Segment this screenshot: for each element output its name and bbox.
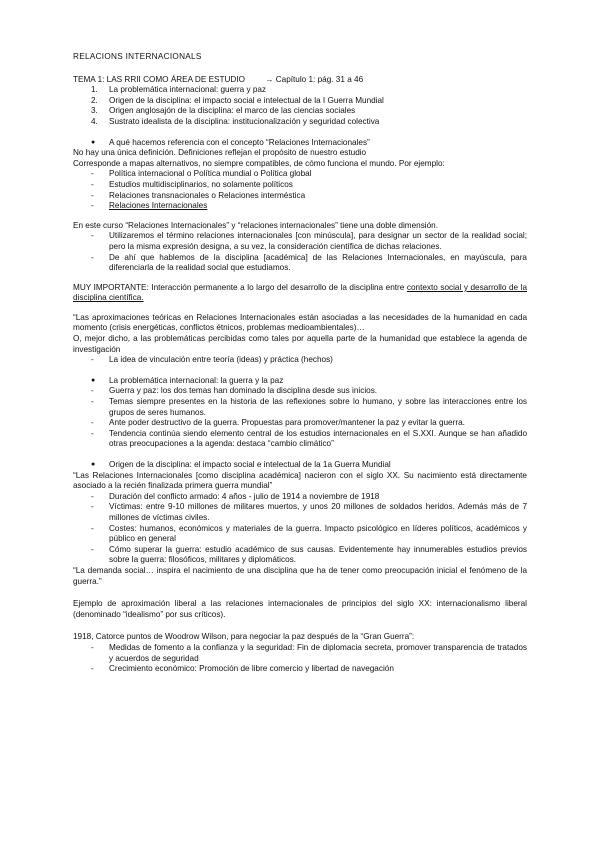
list-item [73, 169, 527, 180]
dimension-list [73, 231, 527, 273]
item-text: De ahí que hablemos de la disciplina [académica] de las Relaciones Internacionales, en mayúscula, para diferenciarla de la realidad social que estudiamos. [109, 252, 527, 273]
dash-icon: - [91, 664, 94, 674]
section-bullet [73, 460, 527, 471]
dash-icon: - [91, 491, 94, 501]
dash-icon: - [91, 201, 94, 211]
list-item [73, 191, 527, 202]
bullet-text: A qué hacemos referencia con el concepto “Relaciones Internacionales” [109, 137, 370, 147]
dash-icon: - [91, 544, 94, 554]
wilson-list [73, 643, 527, 675]
list-item [73, 355, 527, 366]
list-item [73, 231, 527, 252]
list-item [73, 429, 527, 450]
item-number: 4. [91, 116, 98, 126]
list-item [73, 502, 527, 523]
list-item [73, 643, 527, 664]
section-bullet [73, 376, 527, 387]
list-item [73, 117, 527, 128]
bullet-icon: ● [91, 376, 96, 384]
section-bullet [73, 138, 527, 149]
dash-icon: - [91, 386, 94, 396]
paragraph: 1918, Catorce puntos de Woodrow Wilson, para negociar la paz después de la “Gran Guerra”: [73, 632, 415, 642]
item-text: Origen anglosajón de la disciplina: el marco de las ciencias sociales [109, 106, 356, 116]
list-item [73, 664, 527, 675]
dash-icon: - [91, 523, 94, 533]
item-text: Cómo superar la guerra: estudio académico de sus causas. Evidentemente hay innumerables estudios previos sobre la guerra: filosóficos, militares y diplomáticos. [109, 544, 527, 565]
paragraph: Corresponde a mapas alternativos, no siempre compatibles, de cómo funciona el mundo. Por ejemplo: [73, 158, 445, 168]
paragraph: En este curso “Relaciones Internacionales” y “relaciones internacionales” tiene una doble dimensión. [73, 220, 439, 230]
quote: “La demanda social… inspira el nacimiento de una disciplina que ha de tener como preocupación inicial el fenómeno de la guerra.” [73, 565, 527, 586]
item-text: Sustrato idealista de la disciplina: institucionalización y seguridad colectiva [109, 116, 380, 126]
tema-reference: → Capítulo 1: pág. 31 a 46 [265, 74, 364, 84]
dash-icon: - [91, 397, 94, 407]
dash-icon: - [91, 642, 94, 652]
examples-list [73, 169, 527, 211]
quote: “Las aproximaciones teóricas en Relaciones Internacionales están asociadas a las necesidades de la humanidad en cada momento (crisis energéticas, conflictos étnicos, problemas medioambientales)… [73, 312, 527, 333]
item-text: Política internacional o Política mundial o Política global [109, 169, 312, 179]
list-item [73, 524, 527, 545]
war-peace-list [73, 386, 527, 450]
important-lead: MUY IMPORTANTE: Interacción permanente a lo largo del desarrollo de la disciplina entre [73, 282, 407, 292]
item-number: 1. [91, 85, 98, 95]
tema-heading [73, 75, 527, 86]
dash-icon: - [91, 428, 94, 438]
item-text: Estudios multidisciplinarios, no solamente políticos [109, 179, 293, 189]
idea-list [73, 355, 527, 366]
item-text: Guerra y paz: los dos temas han dominado la disciplina desde sus inicios. [109, 386, 378, 396]
list-item [73, 397, 527, 418]
bullet-icon: ● [91, 461, 96, 468]
list-item [73, 253, 527, 274]
dash-icon: - [91, 252, 94, 262]
tema-label: TEMA 1: LAS RRII COMO ÁREA DE ESTUDIO [73, 74, 245, 84]
item-text: Medidas de fomento a la confianza y la seguridad: Fin de diplomacia secreta, promover transparencia de tratados y acuerdos de seguridad [109, 642, 527, 663]
paragraph: Ejemplo de aproximación liberal a las relaciones internacionales de principios del siglo XX: internacionalismo liberal (denominado “idealismo” por sus críticos). [73, 599, 527, 619]
item-text: Utilizaremos el término relaciones internacionales [con minúscula], para designar un sector de la realidad social; pero la misma expresión designa, a su vez, la consideración científica de dichas relaciones. [109, 231, 527, 251]
bullet-icon: ● [91, 138, 96, 146]
list-item [73, 492, 527, 503]
quote: “Las Relaciones Internacionales [como disciplina académica] nacieron con el siglo XX. Su nacimiento está directamente asociado a la recién finalizada primera guerra mundial” [73, 470, 527, 491]
dash-icon: - [91, 418, 94, 428]
item-number: 2. [91, 95, 98, 105]
important-underlined: contexto social y desarrollo de la disciplina científica. [73, 282, 527, 303]
item-text: Origen de la disciplina: el impacto social e intelectual de la I Guerra Mundial [109, 95, 384, 105]
item-text: Duración del conflicto armado: 4 años - julio de 1914 a noviembre de 1918 [109, 491, 380, 501]
ww1-list [73, 492, 527, 566]
item-text: Costes: humanos, económicos y materiales de la guerra. Impacto psicológico en líderes políticos, académicos y público en general [109, 523, 527, 544]
item-text: Tendencia continúa siendo elemento central de los estudios internacionales en el S.XXI. Aunque se han añadido otras preocupaciones a la agenda: destaca “cambio climático” [109, 428, 527, 449]
bullet-text: La problemática internacional: la guerra y la paz [109, 375, 284, 385]
list-item [73, 85, 527, 96]
item-text: Temas siempre presentes en la historia de las reflexiones sobre lo humano, y sobre las interacciones entre los grupos de seres humanos. [109, 397, 527, 417]
item-text: Víctimas: entre 9-10 millones de militares muertos, y unos 20 millones de soldados heridos. Además más de 7 millones de víctimas civiles. [109, 502, 527, 522]
list-item [73, 386, 527, 397]
list-item [73, 96, 527, 107]
item-text: Relaciones Internacionales [109, 201, 208, 211]
topics-list [73, 85, 527, 127]
dash-icon: - [91, 169, 94, 179]
item-number: 3. [91, 106, 98, 116]
dash-icon: - [91, 502, 94, 512]
item-text: Relaciones transnacionales o Relaciones interméstica [109, 190, 306, 200]
dash-icon: - [91, 179, 94, 189]
item-text: Ante poder destructivo de la guerra. Propuestas para promover/mantener la paz y evitar la guerra. [109, 418, 465, 428]
paragraph: O, mejor dicho, a las problemáticas percibidas como tales por aquella parte de la humanidad que establece la agenda de investigación [73, 334, 527, 354]
dash-icon: - [91, 355, 94, 365]
item-text: Crecimiento económico: Promoción de libre comercio y libertad de navegación [109, 664, 394, 674]
document-title: RELACIONS INTERNACIONALS [73, 52, 202, 61]
list-item [73, 106, 527, 117]
dash-icon: - [91, 231, 94, 241]
bullet-text: Origen de la disciplina: el impacto social e intelectual de la 1a Guerra Mundial [109, 460, 391, 469]
dash-icon: - [91, 190, 94, 200]
item-text: La idea de vinculación entre teoría (ideas) y práctica (hechos) [109, 355, 333, 365]
paragraph: No hay una única definición. Definiciones reflejan el propósito de nuestro estudio [73, 148, 367, 158]
list-item [73, 418, 527, 429]
list-item [73, 545, 527, 566]
important-note [73, 283, 527, 304]
item-text: La problemática internacional: guerra y paz [109, 85, 267, 95]
list-item [73, 180, 527, 191]
list-item [73, 201, 527, 212]
